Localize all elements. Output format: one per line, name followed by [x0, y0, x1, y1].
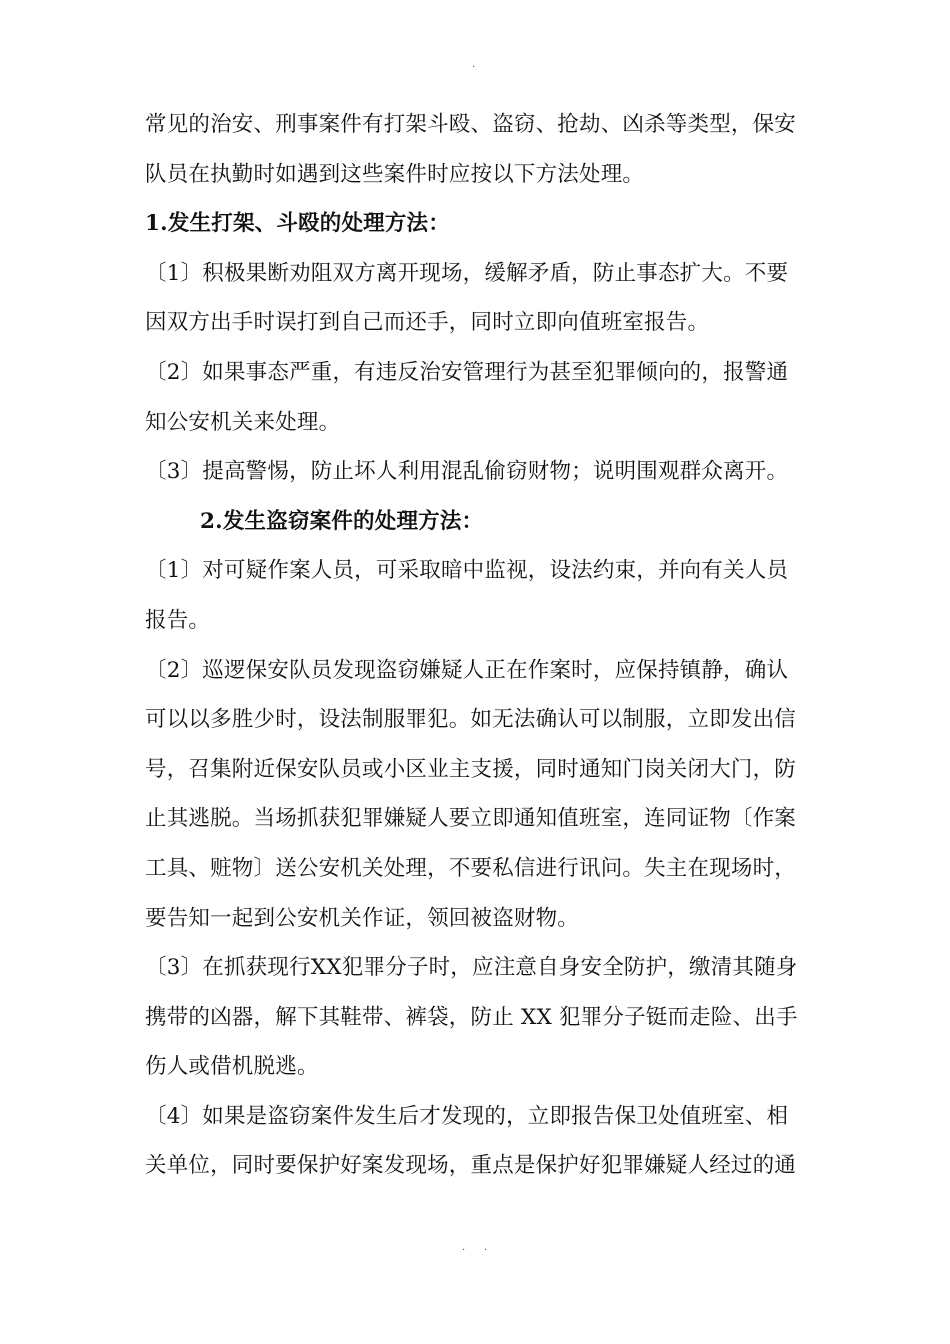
paragraph-line: 伤人或借机脱逃。 — [145, 1054, 319, 1080]
paragraph-line: 报告。 — [145, 607, 211, 633]
paragraph-line: 〔2〕如果事态严重，有违反治安管理行为甚至犯罪倾向的，报警通 — [145, 359, 789, 385]
paragraph-line: 携带的凶器，解下其鞋带、裤袋，防止 XX 犯罪分子铤而走险、出手 — [145, 1004, 798, 1030]
header-dot: . — [472, 59, 476, 70]
footer-dot-left: . — [462, 1242, 466, 1253]
paragraph-line: 〔3〕提高警惕，防止坏人利用混乱偷窃财物；说明围观群众离开。 — [145, 459, 789, 485]
paragraph-line: 关单位，同时要保护好案发现场，重点是保护好犯罪嫌疑人经过的通 — [145, 1153, 797, 1179]
paragraph-line: 因双方出手时误打到自己而还手，同时立即向值班室报告。 — [145, 310, 710, 336]
paragraph-line: 〔1〕对可疑作案人员，可采取暗中监视，设法约束，并向有关人员 — [145, 558, 789, 584]
section-heading: 1.发生打架、斗殴的处理方法： — [145, 211, 450, 237]
paragraph-line: 号，召集附近保安队员或小区业主支援，同时通知门岗关闭大门，防 — [145, 756, 797, 782]
paragraph-line: 队员在执勤时如遇到这些案件时应按以下方法处理。 — [145, 161, 645, 187]
paragraph-line: 〔1〕积极果断劝阻双方离开现场，缓解矛盾，防止事态扩大。不要 — [145, 260, 789, 286]
paragraph-line: 可以以多胜少时，设法制服罪犯。如无法确认可以制服，立即发出信 — [145, 707, 797, 733]
section-heading: 2.发生盗窃案件的处理方法： — [200, 508, 484, 534]
paragraph-line: 常见的治安、刑事案件有打架斗殴、盗窃、抢劫、凶杀等类型，保安 — [145, 112, 797, 137]
paragraph-line: 要告知一起到公安机关作证，领回被盗财物。 — [145, 905, 580, 931]
document-body — [145, 100, 825, 1191]
paragraph-line: 知公安机关来处理。 — [145, 409, 341, 435]
paragraph-line: 止其逃脱。当场抓获犯罪嫌疑人要立即通知值班室，连同证物〔作案 — [145, 806, 797, 832]
paragraph-line: 〔4〕如果是盗窃案件发生后才发现的，立即报告保卫处值班室、相 — [145, 1103, 789, 1129]
paragraph-line: 〔2〕巡逻保安队员发现盗窃嫌疑人正在作案时，应保持镇静，确认 — [145, 657, 789, 683]
paragraph-line: 〔3〕在抓获现行XX犯罪分子时，应注意自身安全防护，缴清其随身 — [145, 955, 798, 981]
footer-dot-right: . — [484, 1242, 488, 1253]
paragraph-line: 工具、赃物〕送公安机关处理，不要私信进行讯问。失主在现场时， — [145, 855, 797, 881]
